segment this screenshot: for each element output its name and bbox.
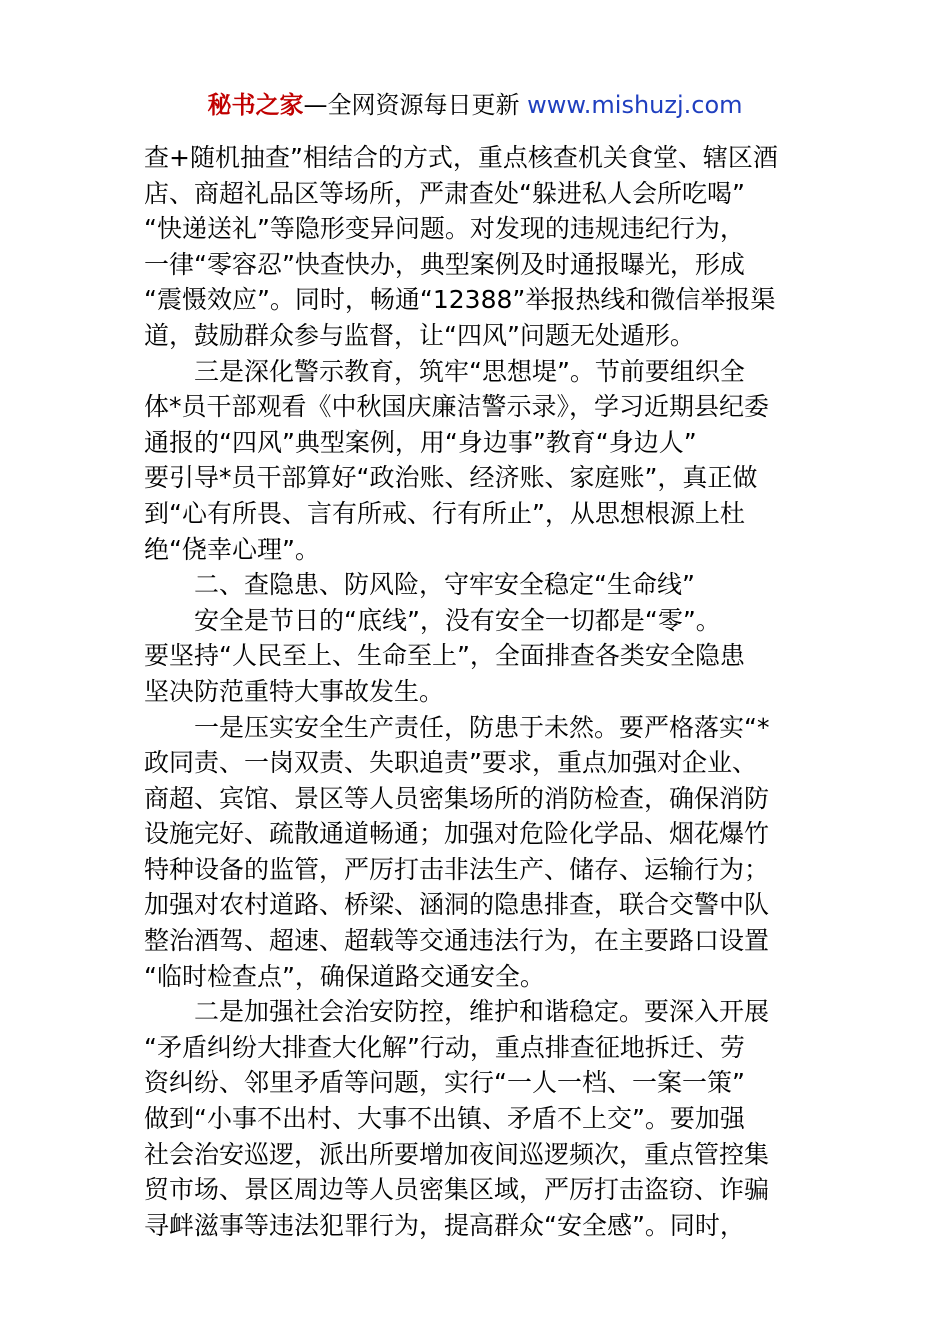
text-line: 要坚持“人民至上、生命至上”，全面排查各类安全隐患 [144,641,745,671]
text-line: 特种设备的监管，严厉打击非法生产、储存、运输行为； [144,854,770,884]
brand-name: 秘书之家 [207,91,304,119]
document-body [144,140,808,1243]
page-header [0,88,950,122]
paragraph-start-line: 一是压实安全生产责任，防患于未然。要严格落实“* [194,712,770,742]
paragraph-start-line: 三是深化警示教育，筑牢“思想堤”。节前要组织全 [194,356,745,386]
text-line: 要引导*员干部算好“政治账、经济账、家庭账”，真正做 [144,463,758,493]
paragraph-start-line: 安全是节日的“底线”，没有安全一切都是“零”。 [194,605,721,635]
text-line: 道，鼓励群众参与监督，让“四风”问题无处遁形。 [144,320,695,350]
text-line: “临时检查点”，确保道路交通安全。 [144,961,545,991]
text-line: 查+随机抽查”相结合的方式，重点核查机关食堂、辖区酒 [144,143,778,172]
text-line: 设施完好、疏散通道畅通；加强对危险化学品、烟花爆竹 [144,819,770,849]
text-line: 做到“小事不出村、大事不出镇、矛盾不上交”。要加强 [144,1104,745,1134]
text-line: 通报的“四风”典型案例，用“身边事”教育“身边人” [144,427,697,457]
text-line: 体*员干部观看《中秋国庆廉洁警示录》，学习近期县纪委 [144,392,770,422]
text-line: 商超、宾馆、景区等人员密集场所的消防检查，确保消防 [144,783,770,813]
text-line: 到“心有所畏、言有所戒、行有所止”，从思想根源上杜 [144,498,745,528]
header-url[interactable]: www.mishuzj.com [527,91,743,119]
text-line: 坚决防范重特大事故发生。 [144,676,445,706]
text-line: 整治酒驾、超速、超载等交通违法行为，在主要路口设置 [144,926,770,956]
text-line: 店、商超礼品区等场所，严肃查处“躲进私人会所吃喝” [144,178,745,208]
text-line: 一律“零容忍”快查快办，典型案例及时通报曝光，形成 [144,249,745,279]
text-line: “矛盾纠纷大排查大化解”行动，重点排查征地拆迁、劳 [144,1032,745,1062]
text-line: 资纠纷、邻里矛盾等问题，实行“一人一档、一案一策” [144,1068,745,1098]
text-line: 加强对农村道路、桥梁、涵洞的隐患排查，联合交警中队 [144,890,770,920]
text-line: “快递送礼”等隐形变异问题。对发现的违规违纪行为， [144,214,745,244]
paragraph-start-line: 二是加强社会治安防控，维护和谐稳定。要深入开展 [194,997,770,1027]
header-slogan: —全网资源每日更新 [303,91,528,119]
text-line: “震慑效应”。同时，畅通“12388”举报热线和微信举报渠 [144,285,776,315]
section-heading: 二、查隐患、防风险，守牢安全稳定“生命线” [194,570,695,600]
text-line: 政同责、一岗双责、失职追责”要求，重点加强对企业、 [144,748,757,778]
text-line: 社会治安巡逻，派出所要增加夜间巡逻频次，重点管控集 [144,1139,770,1169]
text-line: 绝“侥幸心理”。 [144,534,320,564]
text-line: 贸市场、景区周边等人员密集区域，严厉打击盗窃、诈骗 [144,1175,770,1205]
text-line: 寻衅滋事等违法犯罪行为，提高群众“安全感”。同时， [144,1210,745,1240]
